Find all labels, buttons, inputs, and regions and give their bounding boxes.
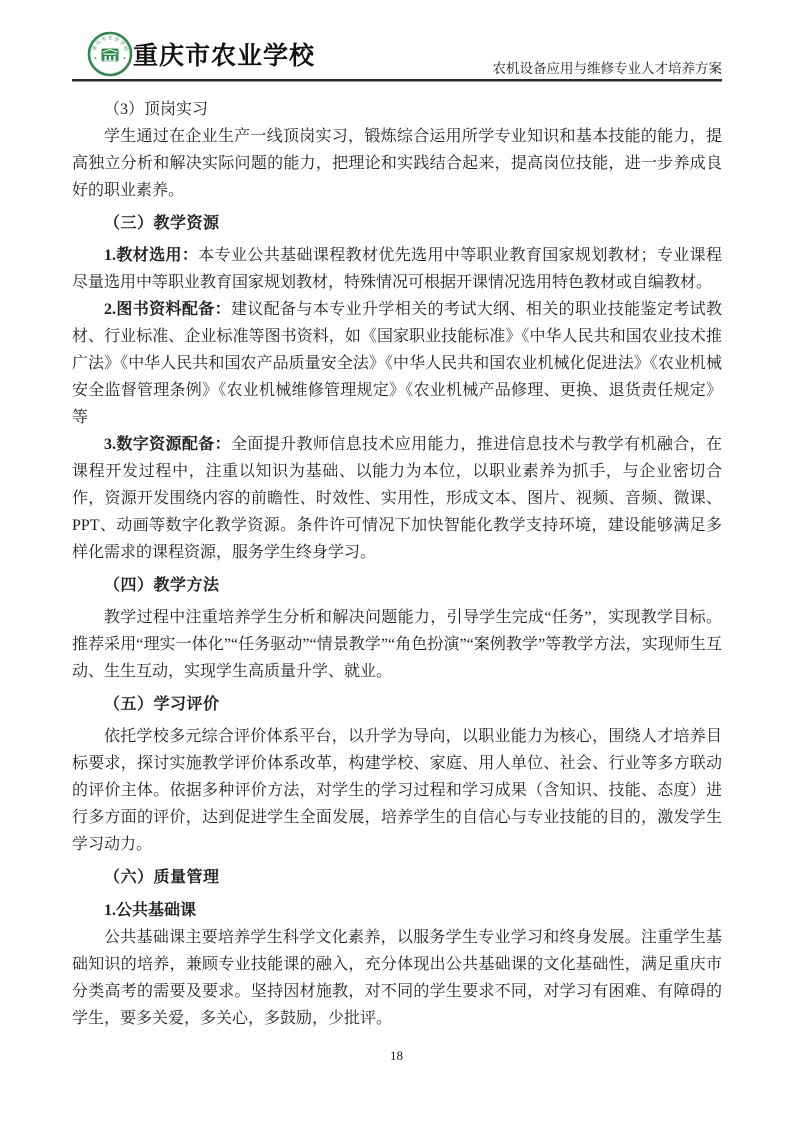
paragraph-text: 建议配备与本专业升学相关的考试大纲、相关的职业技能鉴定考试教材、行业标准、企业标准等图书资料，如《国家职业技能标准》《中华人民共和国农业技术推广法》《中华人民共和国农产品质量安全法》《中华人民共和国农业机械化促进法》《农业机械安全监督管理条例》《农业机械维修管理规定》《农业机械产品修理、更换、退货责任规定》等 [72, 301, 722, 426]
document-body [72, 82, 722, 1032]
section-heading: （三）教学资源 [104, 215, 220, 232]
document-subtitle: 农机设备应用与维修专业人才培养方案 [492, 61, 722, 76]
section-heading: （四）教学方法 [104, 577, 220, 594]
paragraph-lead: 2.图书资料配备： [104, 301, 232, 318]
section-heading: （五）学习评价 [104, 696, 220, 713]
paragraph: 学生通过在企业生产一线顶岗实习，锻炼综合运用所学专业知识和基本技能的能力，提高独立分析和解决实际问题的能力，把理论和实践结合起来，提高岗位技能，进一步养成良好的职业素养。 [72, 128, 722, 199]
page-number: 18 [390, 1048, 403, 1063]
paragraph [72, 242, 722, 296]
page-header [0, 0, 793, 79]
paragraph: 公共基础课主要培养学生科学文化素养，以服务学生专业学习和终身发展。注重学生基础知识的培养，兼顾专业技能课的融入，充分体现出公共基础课的文化基础性，满足重庆市分类高考的需要及要求。坚持因材施教，对不同的学生要求不同，对学习有困难、有障碍的学生，要多关爱，多关心，多鼓励，少批评。 [72, 929, 722, 1027]
paragraph-lead: 3.数字资源配备： [104, 436, 232, 453]
subpoint-heading: 1.公共基础课 [104, 902, 197, 919]
svg-text:重庆市农业学校: 重庆市农业学校 [92, 36, 129, 54]
paragraph: 依托学校多元综合评价体系平台，以升学为导向，以职业能力为核心，围绕人才培养目标要求，探讨实施教学评价体系改革，构建学校、家庭、用人单位、社会、行业等多方联动的评价主体。依据多种评价方法，对学生的学习过程和学习成果（含知识、技能、态度）进行多方面的评价，达到促进学生全面发展，培养学生的自信心与专业技能的目的，激发学生学习动力。 [72, 728, 722, 853]
school-name: 重庆市农业学校 [133, 43, 316, 70]
subsection-heading: （3）顶岗实习 [104, 101, 209, 118]
paragraph [72, 431, 722, 566]
paragraph-lead: 1.教材选用： [104, 247, 199, 264]
section-heading: （六）质量管理 [104, 869, 220, 886]
paragraph [72, 296, 722, 431]
paragraph: 教学过程中注重培养学生分析和解决问题能力，引导学生完成“任务”，实现教学目标。推荐采用“理实一体化”“任务驱动”“情景教学”“角色扮演”“案例教学”等教学方法，实现师生互动、生生互动，实现学生高质量升学、就业。 [72, 609, 722, 680]
paragraph-text: 本专业公共基础课程教材优先选用中等职业教育国家规划教材；专业课程尽量选用中等职业教育国家规划教材，特殊情况可根据开课情况选用特色教材或自编教材。 [72, 247, 722, 291]
paragraph-text: 全面提升教师信息技术应用能力，推进信息技术与教学有机融合，在课程开发过程中，注重以知识为基础、以能力为本位，以职业素养为抓手，与企业密切合作，资源开发围绕内容的前瞻性、时效性、实用性，形成文本、图片、视频、音频、微课、PPT、动画等数字化教学资源。条件许可情况下加快智能化教学支持环境，建设能够满足多样化需求的课程资源，服务学生终身学习。 [72, 436, 722, 561]
school-seal-icon [87, 31, 133, 77]
